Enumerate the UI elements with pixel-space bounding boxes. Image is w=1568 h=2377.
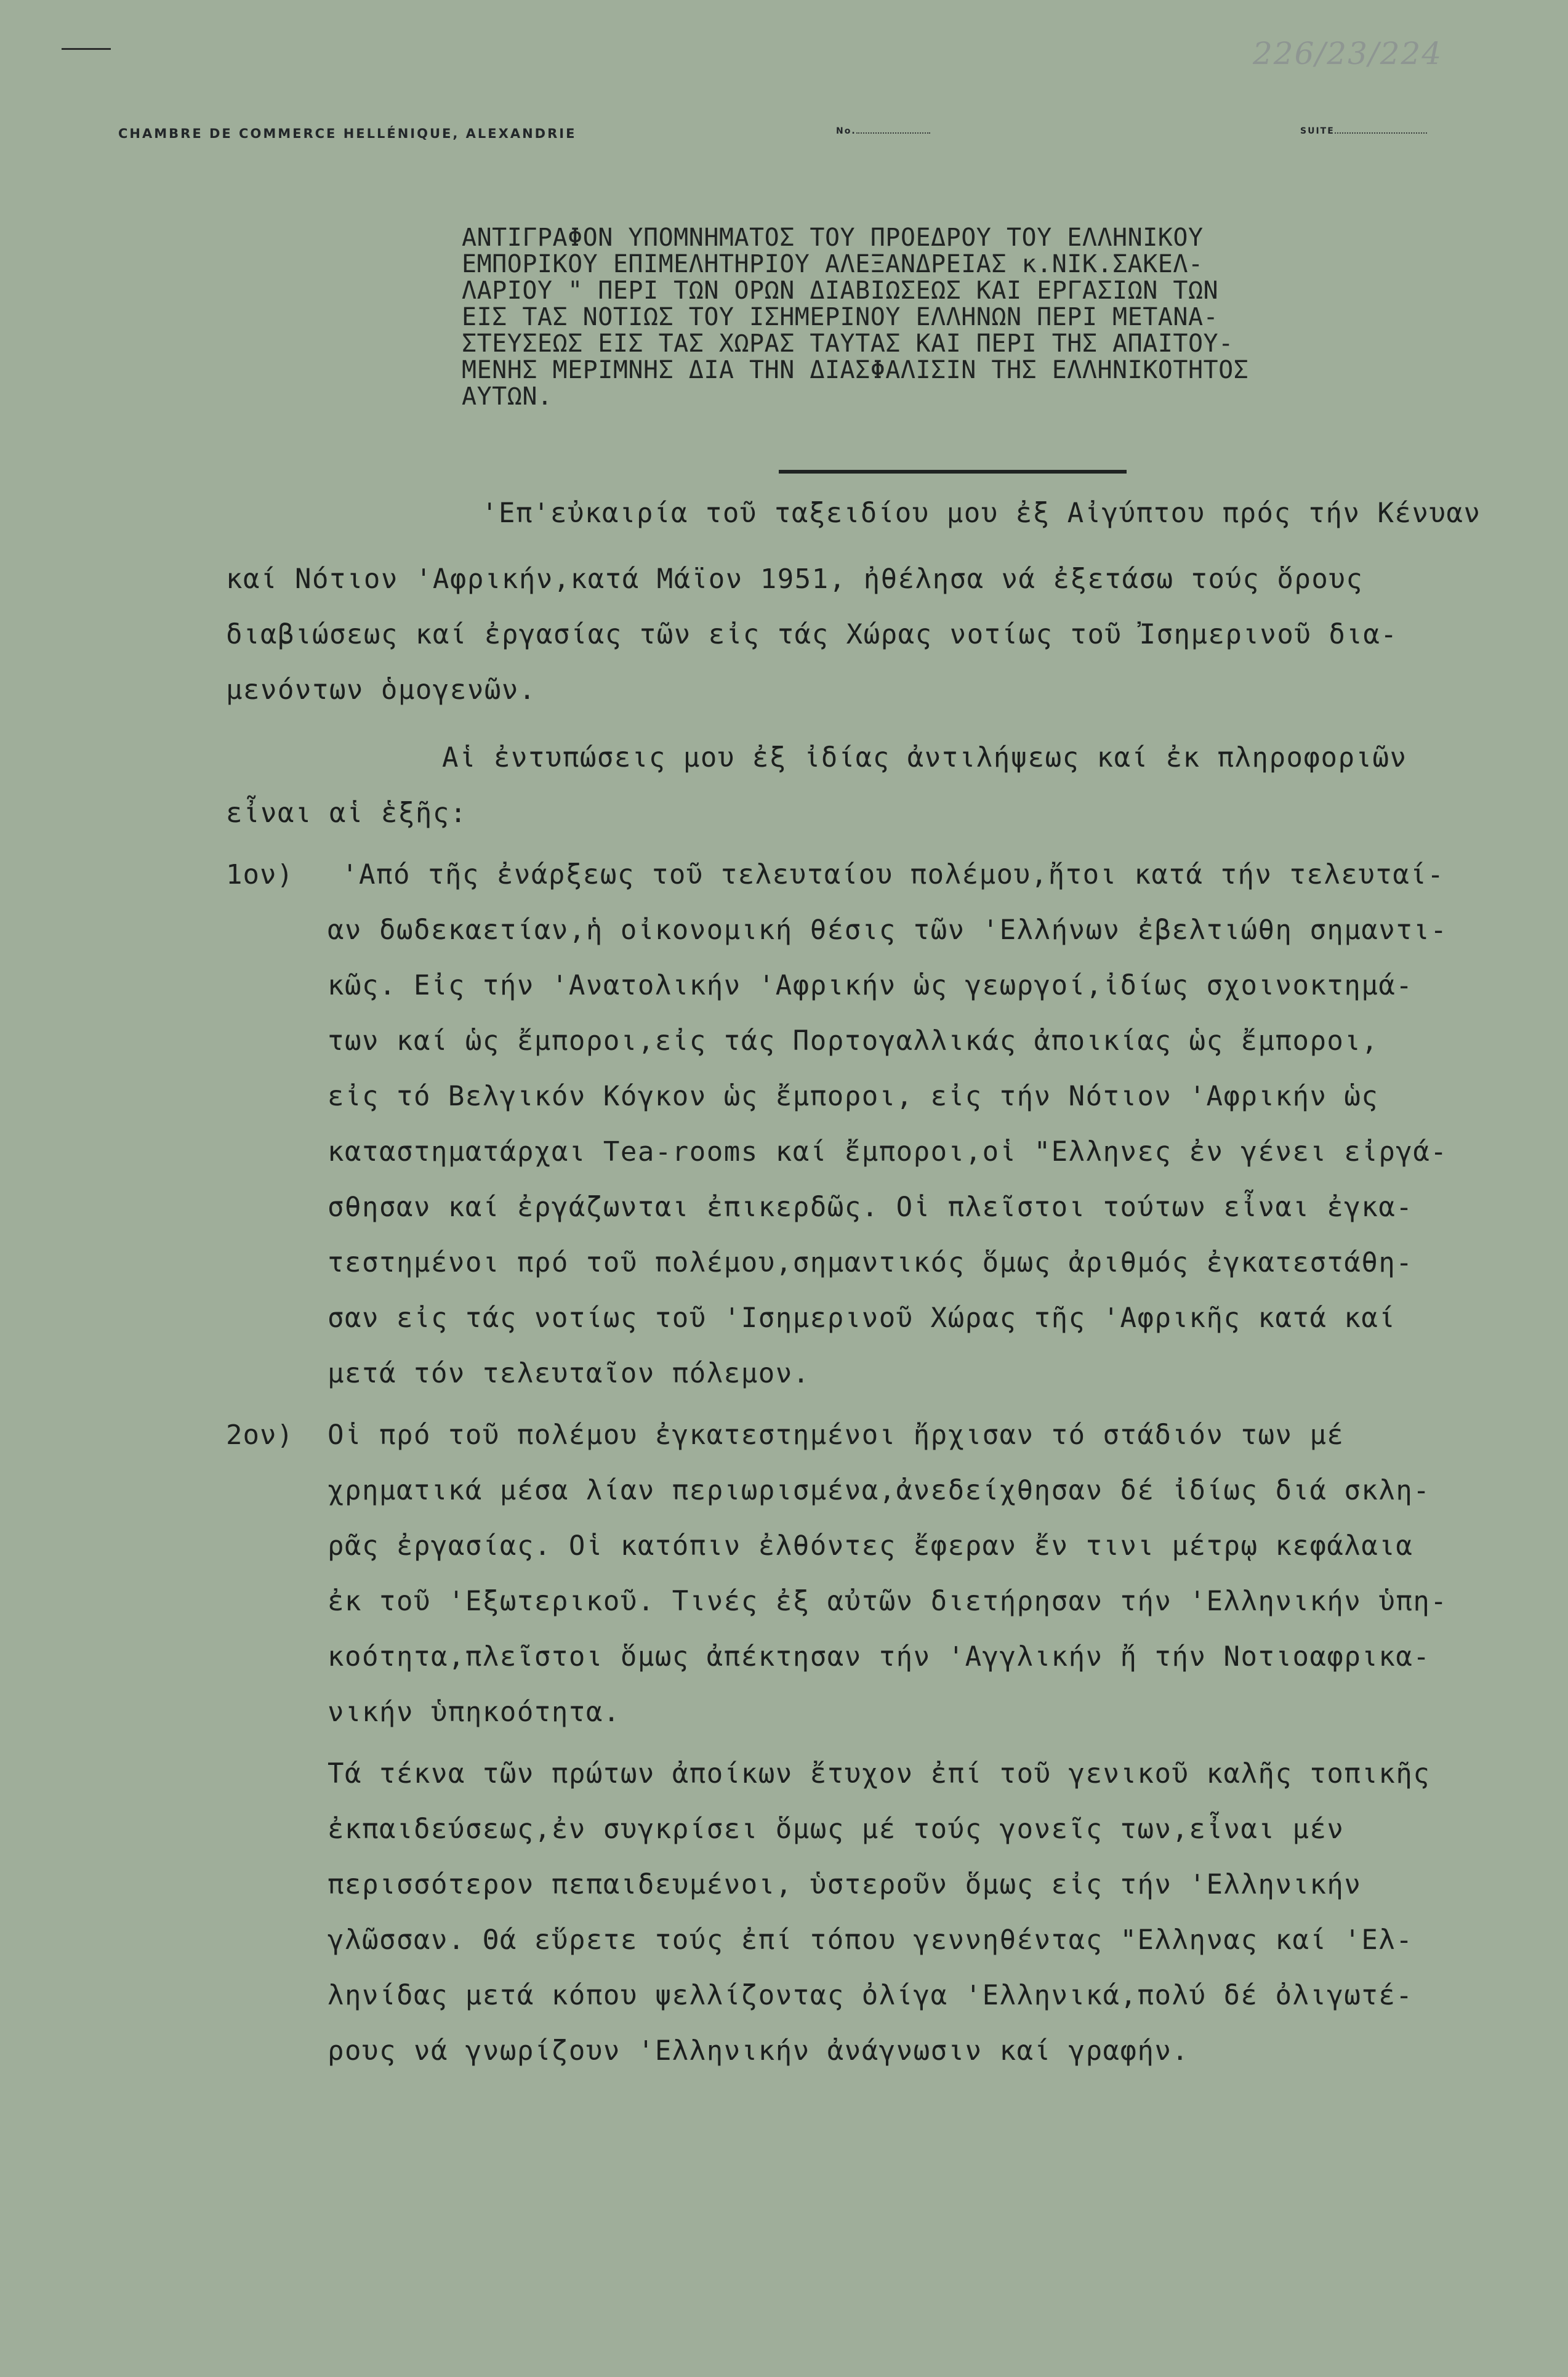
body-line: Οἱ πρό τοῦ πολέμου ἐγκατεστημένοι ἤρχισαν τό στάδιόν των μέ	[328, 1419, 1345, 1451]
title-line: ΜΕΝΗΣ ΜΕΡΙΜΝΗΣ ΔΙΑ ΤΗΝ ΔΙΑΣΦΑΛΙΣΙΝ ΤΗΣ ΕΛΛΗΝΙΚΟΤΗΤΟΣ	[462, 356, 1249, 384]
body-line: διαβιώσεως καί ἐργασίας τῶν εἰς τάς Χώρας νοτίως τοῦ Ἰσημερινοῦ δια-	[226, 619, 1398, 650]
body-line: καταστηματάρχαι Tea-rooms καί ἔμποροι,οἱ "Ελληνες ἐν γένει εἰργά-	[328, 1136, 1448, 1168]
body-line: Τά τέκνα τῶν πρώτων ἀποίκων ἔτυχον ἐπί τοῦ γενικοῦ καλῆς τοπικῆς	[328, 1758, 1431, 1790]
title-line: ΛΑΡΙΟΥ " ΠΕΡΙ ΤΩΝ ΟΡΩΝ ΔΙΑΒΙΩΣΕΩΣ ΚΑΙ ΕΡΓΑΣΙΩΝ ΤΩΝ	[462, 276, 1219, 305]
title-line: ΑΝΤΙΓΡΑΦΟΝ ΥΠΟΜΝΗΜΑΤΟΣ ΤΟΥ ΠΡΟΕΔΡΟΥ ΤΟΥ ΕΛΛΗΝΙΚΟΥ	[462, 224, 1204, 252]
title-line: ΣΤΕΥΣΕΩΣ ΕΙΣ ΤΑΣ ΧΩΡΑΣ ΤΑΥΤΑΣ ΚΑΙ ΠΕΡΙ ΤΗΣ ΑΠΑΙΤΟΥ-	[462, 329, 1234, 358]
body-line: νικήν ὑπηκοότητα.	[328, 1697, 621, 1728]
body-line: Αἱ ἐντυπώσεις μου ἐξ ἰδίας ἀντιλήψεως καί ἐκ πληροφοριῶν	[442, 742, 1407, 773]
body-line: ἐκ τοῦ 'Εξωτερικοῦ. Τινές ἐξ αὐτῶν διετήρησαν τήν 'Ελληνικήν ὑπη-	[328, 1586, 1448, 1617]
body-line: περισσότερον πεπαιδευμένοι, ὑστεροῦν ὅμως εἰς τήν 'Ελληνικήν	[328, 1869, 1362, 1900]
body-line: αν δωδεκαετίαν,ἡ οἰκονομική θέσις τῶν 'Ελλήνων ἐβελτιώθη σημαντι-	[328, 914, 1448, 946]
body-line: ἐκπαιδεύσεως,ἐν συγκρίσει ὅμως μέ τούς γονεῖς των,εἶναι μέν	[328, 1814, 1345, 1845]
body-line: σαν εἰς τάς νοτίως τοῦ 'Ισημερινοῦ Χώρας τῆς 'Αφρικῆς κατά καί	[328, 1302, 1396, 1334]
body-line: σθησαν καί ἐργάζωνται ἐπικερδῶς. Οἱ πλεῖστοι τούτων εἶναι ἐγκα-	[328, 1192, 1413, 1223]
body-line: μετά τόν τελευταῖον πόλεμον.	[328, 1358, 810, 1389]
suite-dotted-line	[1335, 132, 1427, 134]
point-2-marker: 2ον)	[226, 1419, 294, 1451]
body-line: γλῶσσαν. Θά εὕρετε τούς ἐπί τόπου γεννηθέντας "Ελληνας καί 'Ελ-	[328, 1924, 1413, 1956]
title-line: ΕΜΠΟΡΙΚΟΥ ΕΠΙΜΕΛΗΤΗΡΙΟΥ ΑΛΕΞΑΝΔΡΕΙΑΣ κ.ΝΙΚ.ΣΑΚΕΛ-	[462, 250, 1204, 278]
body-line: εἰς τό Βελγικόν Κόγκον ὡς ἔμποροι, εἰς τήν Νότιον 'Αφρικήν ὡς	[328, 1081, 1379, 1112]
body-line: 'Επ'εὐκαιρία τοῦ ταξειδίου μου ἐξ Αἰγύπτου πρός τήν Κένυαν	[481, 498, 1481, 529]
body-line: ρους νά γνωρίζουν 'Ελληνικήν ἀνάγνωσιν καί γραφήν.	[328, 2035, 1189, 2067]
body-line: 'Από τῆς ἐνάρξεως τοῦ τελευταίου πολέμου,ἤτοι κατά τήν τελευταί-	[342, 859, 1445, 890]
body-line: μενόντων ὁμογενῶν.	[226, 674, 536, 706]
body-line: ληνίδας μετά κόπου ψελλίζοντας ὀλίγα 'Ελληνικά,πολύ δέ ὀλιγωτέ-	[328, 1980, 1413, 2011]
body-line: ρᾶς ἐργασίας. Οἱ κατόπιν ἐλθόντες ἔφεραν ἔν τινι μέτρῳ κεφάλαια	[328, 1530, 1413, 1562]
no-dotted-line	[856, 132, 930, 134]
letterhead-name: CHAMBRE DE COMMERCE HELLÉNIQUE, ALEXANDRIE	[118, 126, 577, 141]
archive-number: 226/23/224	[1253, 36, 1443, 71]
title-line: ΑΥΤΩΝ.	[462, 382, 553, 411]
document-title	[462, 225, 1478, 410]
body-line: των καί ὡς ἔμποροι,εἰς τάς Πορτογαλλικάς ἀποικίας ὡς ἔμποροι,	[328, 1025, 1379, 1057]
letterhead-suite-label: SUITE	[1300, 126, 1335, 136]
letterhead-no	[836, 126, 930, 136]
body-line: κῶς. Εἰς τήν 'Ανατολικήν 'Αφρικήν ὡς γεωργοί,ἰδίως σχοινοκτημά-	[328, 970, 1413, 1001]
title-underline-rule	[779, 470, 1127, 474]
body-line: κοότητα,πλεῖστοι ὅμως ἀπέκτησαν τήν 'Αγγλικήν ἤ τήν Νοτιοαφρικα-	[328, 1641, 1431, 1673]
point-1-marker: 1ον)	[226, 859, 294, 890]
body-line: εἶναι αἱ ἑξῆς:	[226, 797, 467, 829]
title-line: ΕΙΣ ΤΑΣ ΝΟΤΙΩΣ ΤΟΥ ΙΣΗΜΕΡΙΝΟΥ ΕΛΛΗΝΩΝ ΠΕΡΙ ΜΕΤΑΝΑ-	[462, 303, 1219, 331]
body-line: τεστημένοι πρό τοῦ πολέμου,σημαντικός ὅμως ἀριθμός ἐγκατεστάθη-	[328, 1247, 1413, 1278]
body-line: καί Νότιον 'Αφρικήν,κατά Μάϊον 1951, ἠθέλησα νά ἐξετάσω τούς ὅρους	[226, 563, 1364, 595]
body-line: χρηματικά μέσα λίαν περιωρισμένα,ἀνεδείχθησαν δέ ἰδίως διά σκλη-	[328, 1475, 1431, 1506]
letterhead-suite	[1300, 126, 1427, 136]
letterhead-no-label: No.	[836, 126, 856, 136]
corner-dash-mark	[62, 48, 111, 50]
